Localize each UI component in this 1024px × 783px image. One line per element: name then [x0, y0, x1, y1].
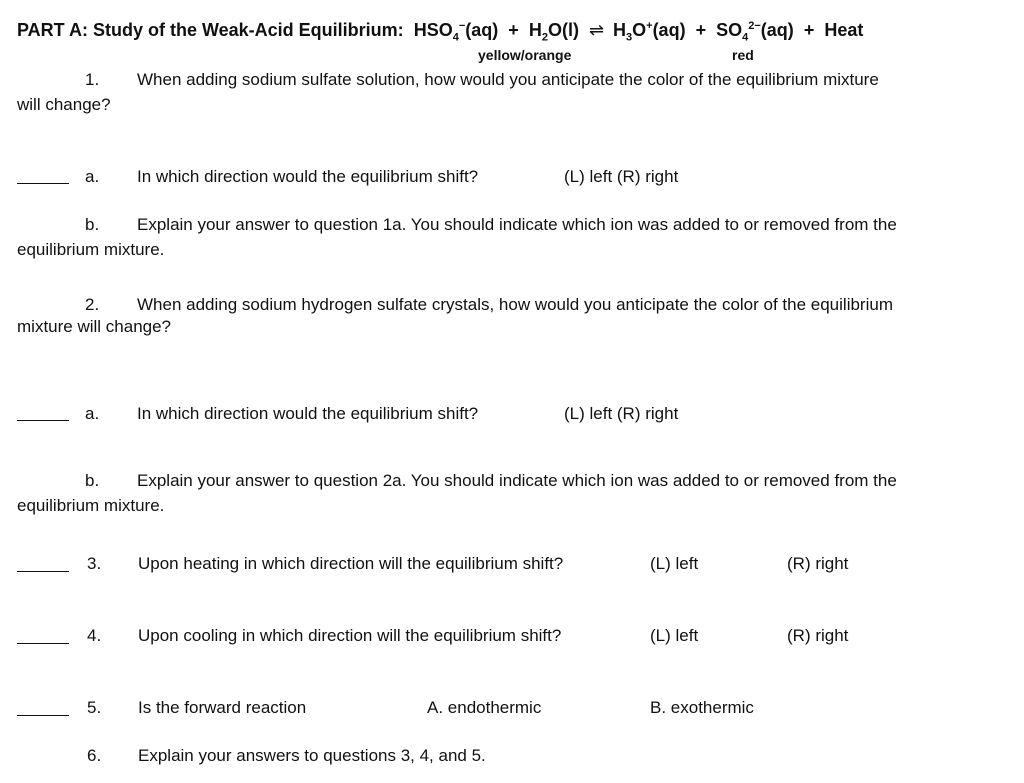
question-text: When adding sodium hydrogen sulfate crystals, how would you anticipate the color of the equilibrium [137, 295, 893, 314]
equilibrium-arrow-icon: ⇌ [588, 20, 605, 40]
direction-options: (L) left (R) right [564, 167, 679, 186]
question-number: 3. [87, 554, 102, 573]
sub-question-letter: a. [85, 404, 100, 423]
question-text: Is the forward reaction [138, 698, 307, 717]
option-left: (L) left [650, 626, 699, 645]
product-heat: Heat [824, 20, 864, 40]
question-number: 6. [87, 746, 102, 765]
question-number: 1. [85, 70, 100, 89]
option-exothermic: B. exothermic [650, 698, 754, 717]
question-number: 5. [87, 698, 102, 717]
answer-blank-5[interactable] [17, 715, 69, 716]
option-left: (L) left [650, 554, 699, 573]
answer-blank-2a[interactable] [17, 420, 69, 421]
part-label: PART A: Study of the Weak-Acid Equilibrium: [17, 20, 404, 40]
question-number: 4. [87, 626, 102, 645]
option-right: (R) right [787, 626, 849, 645]
sub-question-text-continued: equilibrium mixture. [17, 240, 165, 259]
option-right: (R) right [787, 554, 849, 573]
sub-question-letter: b. [85, 471, 100, 490]
color-label-right: red [732, 47, 754, 63]
answer-blank-3[interactable] [17, 571, 69, 572]
sub-question-text: In which direction would the equilibrium shift? [137, 404, 479, 423]
question-text: Upon cooling in which direction will the equilibrium shift? [138, 626, 562, 645]
sub-question-letter: a. [85, 167, 100, 186]
sub-question-text: In which direction would the equilibrium shift? [137, 167, 479, 186]
reactant-hso4: $HSO_4^-(aq)$ [413, 20, 499, 44]
question-text: Upon heating in which direction will the equilibrium shift? [138, 554, 564, 573]
sub-question-text: Explain your answer to question 2a. You should indicate which ion was added to or removed from the [137, 471, 897, 490]
color-label-left: yellow/orange [478, 47, 572, 63]
question-text-continued: mixture will change? [17, 317, 172, 336]
question-text: Explain your answers to questions 3, 4, and 5. [138, 746, 486, 765]
equilibrium-header: PART A: Study of the Weak-Acid Equilibrium: $HSO_4^-(aq) + H_2O(l)$ ⇌ $H_3O^+(aq) + SO_4^{2-}(aq)$ + Heat [17, 20, 864, 44]
sub-question-text-continued: equilibrium mixture. [17, 496, 165, 515]
question-number: 2. [85, 295, 100, 314]
product-sulfate: $SO_4^{2-}(aq)$ [716, 20, 794, 44]
question-text: When adding sodium sulfate solution, how would you anticipate the color of the equilibrium mixture [137, 70, 879, 89]
question-text-continued: will change? [17, 95, 111, 114]
direction-options: (L) left (R) right [564, 404, 679, 423]
reactant-water: $H_2O(l)$ [528, 20, 579, 44]
product-hydronium: $H_3O^+(aq)$ [612, 20, 686, 44]
option-endothermic: A. endothermic [427, 698, 542, 717]
sub-question-letter: b. [85, 215, 100, 234]
sub-question-text: Explain your answer to question 1a. You should indicate which ion was added to or removed from the [137, 215, 897, 234]
answer-blank-1a[interactable] [17, 183, 69, 184]
answer-blank-4[interactable] [17, 643, 69, 644]
